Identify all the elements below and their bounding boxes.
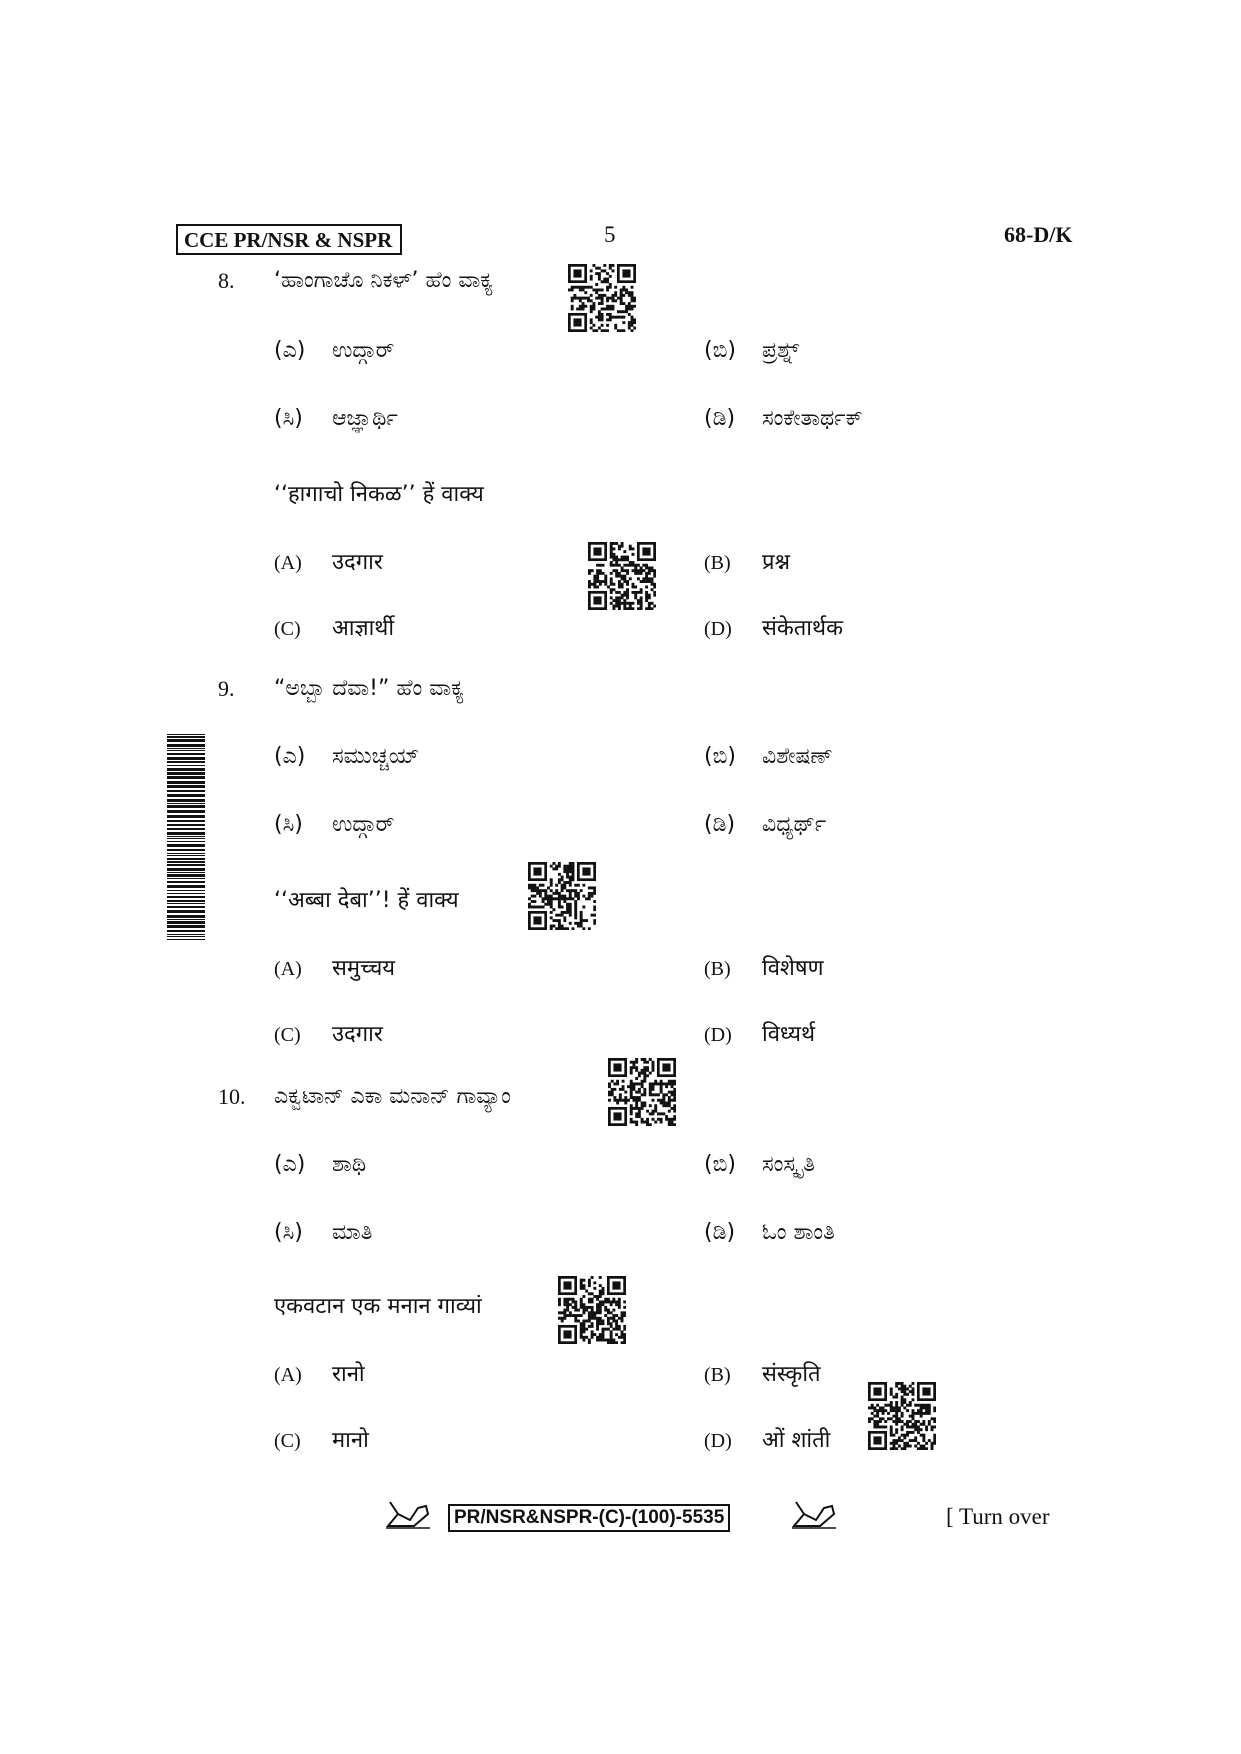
question-kannada-text: “ಅಬ್ಬಾ ದೆವಾ!” ಹೆಂ ವಾಕ್ಯ [274,676,465,701]
writing-hand-icon [384,1496,432,1530]
page-number: 5 [604,222,616,247]
option-kannada-a: (ಎ) ಉದ್ಗಾರ್ [274,338,395,363]
option-kannada-b: (ಬಿ) ಪ್ರಶ್ನ್ [704,338,800,363]
option-kannada-c: (ಸಿ) ಮಾತಿ [274,1220,373,1245]
question-number: 8. [218,268,235,293]
option-devanagari-c: (C) आज्ञार्थी [274,616,395,641]
question-number: 10. [218,1084,246,1109]
qr-code-icon [558,1276,626,1344]
option-kannada-d: (ಡಿ) ಸಂಕೇತಾರ್ಥಕ್ [704,406,863,431]
paper-code: 68-D/K [1004,222,1073,247]
option-kannada-d: (ಡಿ) ಓಂ ಶಾಂತಿ [704,1220,835,1245]
option-devanagari-d: (D) ओं शांती [704,1428,831,1453]
option-kannada-c: (ಸಿ) ಆಜ್ಞಾರ್ಥಿ [274,406,398,431]
question-devanagari-text: ‘‘हागाचो निकळ’’ हें वाक्य [274,482,484,507]
option-kannada-a: (ಎ) ಸಮುಚ್ಚಯ್ [274,744,420,769]
option-kannada-c: (ಸಿ) ಉದ್ಗಾರ್ [274,812,395,837]
option-kannada-d: (ಡಿ) ವಿಧ್ಯರ್ಥ್ [704,812,827,837]
qr-code-icon [868,1382,936,1450]
option-devanagari-b: (B) प्रश्न [704,550,791,575]
qr-code-icon [588,542,656,610]
option-devanagari-a: (A) उदगार [274,550,383,575]
footer-code: PR/NSR&NSPR-(C)-(100)-5535 [448,1504,730,1532]
option-kannada-a: (ಎ) ಶಾಥಿ [274,1152,367,1177]
qr-code-icon [608,1058,676,1126]
option-kannada-b: (ಬಿ) ವಿಶೇಷಣ್ [704,744,833,769]
qr-code-icon [528,862,596,930]
option-devanagari-b: (B) विशेषण [704,956,824,981]
turn-over-label: [ Turn over [946,1504,1050,1529]
option-devanagari-d: (D) विध्यर्थ [704,1022,816,1047]
option-devanagari-c: (C) उदगार [274,1022,383,1047]
option-devanagari-a: (A) रानो [274,1362,365,1387]
qr-code-icon [568,264,636,332]
option-kannada-b: (ಬಿ) ಸಂಸ್ಕೃತಿ [704,1152,815,1177]
question-kannada-text: ‘ಹಾಂಗಾಚೊ ನಿಕಳ್’ ಹೆಂ ವಾಕ್ಯ [274,268,494,293]
writing-hand-icon [790,1496,838,1530]
question-number: 9. [218,676,235,701]
option-devanagari-c: (C) मानो [274,1428,369,1453]
question-devanagari-text: एकवटान एक मनान गाव्यां [274,1294,482,1319]
header-exam-label: CCE PR/NSR & NSPR [176,224,402,255]
question-devanagari-text: ‘‘अब्बा देबा’’! हें वाक्य [274,888,459,913]
barcode-icon [167,734,205,940]
option-devanagari-d: (D) संकेतार्थक [704,616,843,641]
option-devanagari-b: (B) संस्कृति [704,1362,821,1387]
question-kannada-text: ಎಕ್ವಟಾನ್ ಎಕಾ ಮನಾನ್ ಗಾವ್ಯಾಂ [274,1084,511,1109]
option-devanagari-a: (A) समुच्चय [274,956,396,981]
